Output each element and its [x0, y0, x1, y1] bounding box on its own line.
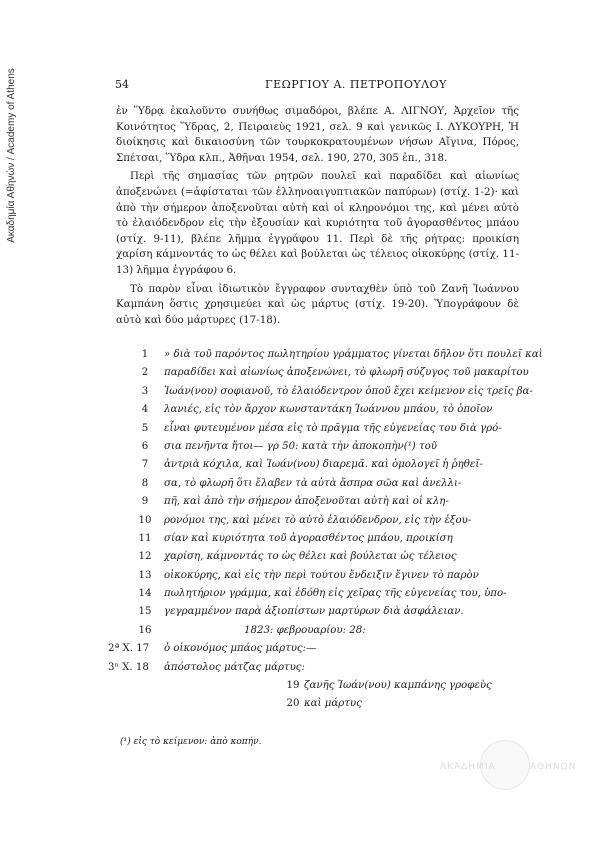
witness-line: ἀπόστολος μάτζας μάρτυς:: [164, 661, 305, 673]
document-line: [108, 661, 514, 680]
document-line: [134, 698, 514, 716]
line-text: σίαν καὶ κυριότητα τοῦ ἀγορασθέντος μπάου, προικίση: [164, 532, 453, 544]
witness-line: ὁ οἰκονόμος μπάος μάρτυς:—: [164, 643, 317, 655]
document-line: [134, 570, 514, 588]
line-text: πωλητήριον γράμμα, καὶ ἐδόθη εἰς χεῖρας τῆς εὐγενείας του, ὑπο-: [164, 588, 507, 600]
document-line: [134, 478, 514, 496]
line-text: ρονόμοι της, καὶ μένει τὸ αὐτὸ ἐλαιόδενδρον, εἰς τὴν ἐξου-: [164, 514, 472, 526]
line-number: 12: [138, 551, 152, 563]
line-number: 9: [141, 496, 149, 508]
document-line: [134, 404, 514, 422]
witness-mark: 3ⁿ Χ. 18: [108, 661, 149, 673]
document-line: [134, 680, 514, 698]
watermark-text: ΑΘΗΝΩΝ: [530, 762, 577, 772]
page-number: 54: [115, 78, 129, 91]
line-number: 7: [141, 459, 149, 471]
document-line: [134, 551, 514, 569]
line-text: Ἰωάν(νου) σοφιανοῦ, τὸ ἐλαιόδεντρον ὁποῦ ἔχει κείμενον εἰς τρεῖς βα-: [164, 385, 533, 397]
line-number: 8: [141, 477, 149, 489]
line-text: εἶναι φυτευμένον μέσα εἰς τὸ πρᾶγμα τῆς εὐγενείας του διὰ γρό-: [164, 422, 502, 434]
document-line: [134, 385, 533, 404]
line-number: 3: [141, 385, 149, 397]
document-line: [134, 588, 514, 606]
line-number: 6: [141, 440, 149, 452]
document-line: [108, 643, 514, 661]
line-text: παραδίδει καὶ αἰωνίως ἀποξενώνει, τὸ φλωρῆ σύζυγος τοῦ μακαρίτου: [164, 367, 529, 379]
paragraph: Τὸ παρὸν εἶναι ἰδιωτικὸν ἔγγραφον συνταχθὲν ὑπὸ τοῦ Ζανῆ Ἰωάννου Καμπάνη ὅστις χρησιμεύει καὶ ὡς μάρτυς (στίχ. 19-20). Ὑπογράφουν δὲ αὐτὸ καὶ δύο μάρτυρες (17-18).: [116, 282, 519, 326]
line-number: 2: [141, 367, 149, 379]
witness-mark: 2ª Χ. 17: [108, 643, 150, 655]
document-line: [134, 496, 514, 514]
line-text: » διὰ τοῦ παρόντος πωλητηρίου γράμματος γίνεται δῆλον ὅτι πουλεῖ καὶ: [164, 349, 543, 360]
line-text: γεγραμμένον παρὰ ἀξιοπίστων μαρτύρων διὰ ἀσφάλειαν.: [164, 606, 464, 618]
line-text: σια πενῆντα ἤτοι— γρ 50: κατὰ τὴν ἀποκοπὴν(¹) τοῦ: [164, 440, 437, 452]
document-line: [134, 515, 514, 533]
date-line: 1823: φεβρουαρίου: 28:: [244, 624, 366, 636]
document-line: [134, 423, 514, 441]
document-transcription: [108, 349, 543, 717]
side-label: [0, 30, 22, 280]
line-number: 10: [138, 514, 152, 526]
watermark-text: ΑΚΑΔΗΜΙΑ: [440, 762, 496, 772]
document-line: [134, 367, 529, 385]
footnote: (¹) εἰς τὸ κείμενον: ἀπὸ κοπήν.: [120, 737, 262, 747]
line-number: 14: [138, 588, 152, 600]
signature-line: ζανῆς Ἰωάν(νου) καμπάνης γροφεὺς: [304, 680, 492, 692]
line-number: 19: [286, 680, 300, 692]
line-text: ἀντριὰ κόχιλα, καὶ Ἰωάν(νου) διαρεμᾶ. καὶ ὁμολογεῖ ἡ ῥηθεῖ-: [164, 459, 483, 471]
line-number: 5: [141, 422, 149, 434]
body-text: [116, 104, 519, 331]
side-label-text: Ακαδημία Αθηνών / Academy of Athens: [5, 67, 17, 243]
document-line: [134, 441, 514, 459]
line-number: 11: [138, 532, 152, 544]
line-text: χαρίση, κάμνοντάς το ὡς θέλει καὶ βούλεται ὡς τέλειος: [164, 551, 457, 563]
line-number: 15: [138, 606, 152, 618]
academy-watermark: [440, 740, 577, 800]
line-text: πῆ, καὶ ἀπὸ τὴν σήμερον ἀποξενοῦται αὐτὴ καὶ οἱ κλη-: [164, 496, 449, 508]
paragraph: ἐν Ὕδρᾳ ἐκαλοῦντο συνήθως σιμαδόροι, βλέπε Α. ΛΙΓΝΟΥ, Ἀρχεῖον τῆς Κοινότητος Ὕδρας, 2, Πειραιεὺς 1921, σελ. 9 καὶ γενικῶς Ι. ΛΥΚΟΥΡΗ, Ἡ διοίκησις καὶ δικαιοσύνη τῶν τουρκοκρατουμένων νήσων Αἴγινα, Πόρος, Σπέτσαι, Ὕδρα κλπ., Ἀθῆναι 1954, σελ. 190, 270, 305 ἐπ., 318.: [116, 105, 519, 164]
page-header: [115, 78, 520, 94]
document-line: [134, 459, 514, 477]
document-line: [134, 625, 514, 643]
document-line: [134, 606, 514, 624]
line-text: οἰκοκύρης, καὶ εἰς τὴν περὶ τούτου ἔνδειξιν ἔγινεν τὸ παρὸν: [164, 569, 479, 581]
document-line: [134, 533, 514, 551]
paragraph: Περὶ τῆς σημασίας τῶν ρητρῶν πουλεῖ καὶ παραδίδει καὶ αἰωνίως ἀποξενώνει (=ἀφίσταται τῶν ἑλληνοαιγυπτιακῶν παπύρων) (στίχ. 1-2)· καὶ ἀπὸ τὴν σήμερον ἀποξενοῦται αὐτὴ καὶ οἱ κληρονόμοι της, καὶ μένει αὐτὸ τὸ ἐλαιόδενδρον εἰς τὴν ἐξουσίαν καὶ κυριότητα τοῦ ἀγορασθέντος μπάου (στίχ. 9-11), βλέπε λῆμμα ἐγγράφου 11. Περὶ δὲ τῆς ρήτρας: προικίση χαρίση κάμνοντάς το ὡς θέλει καὶ βούλεται ὡς τέλειος οἰκοκύρης (στίχ. 11-13) λῆμμα ἐγγράφου 6.: [116, 170, 519, 276]
line-number: 1: [141, 349, 149, 360]
running-head: ΓΕΩΡΓΙΟΥ Α. ΠΕΤΡΟΠΟΥΛΟΥ: [265, 78, 447, 91]
document-line: [134, 349, 543, 367]
line-number: 13: [138, 569, 152, 581]
signature-line: καὶ μάρτυς: [304, 698, 362, 710]
line-text: λανιές, εἰς τὸν ἄρχον κωνσταντάκη Ἰωάννου μπάου, τὸ ὁποῖον: [164, 404, 493, 416]
line-number: 4: [141, 404, 149, 416]
line-number: 20: [286, 698, 300, 710]
line-text: σα, τὸ φλωρῆ ὅτι ἔλαβεν τὰ αὐτὰ ἄσπρα σῶα καὶ ἀνελλι-: [164, 477, 462, 489]
line-number: 16: [138, 624, 152, 636]
